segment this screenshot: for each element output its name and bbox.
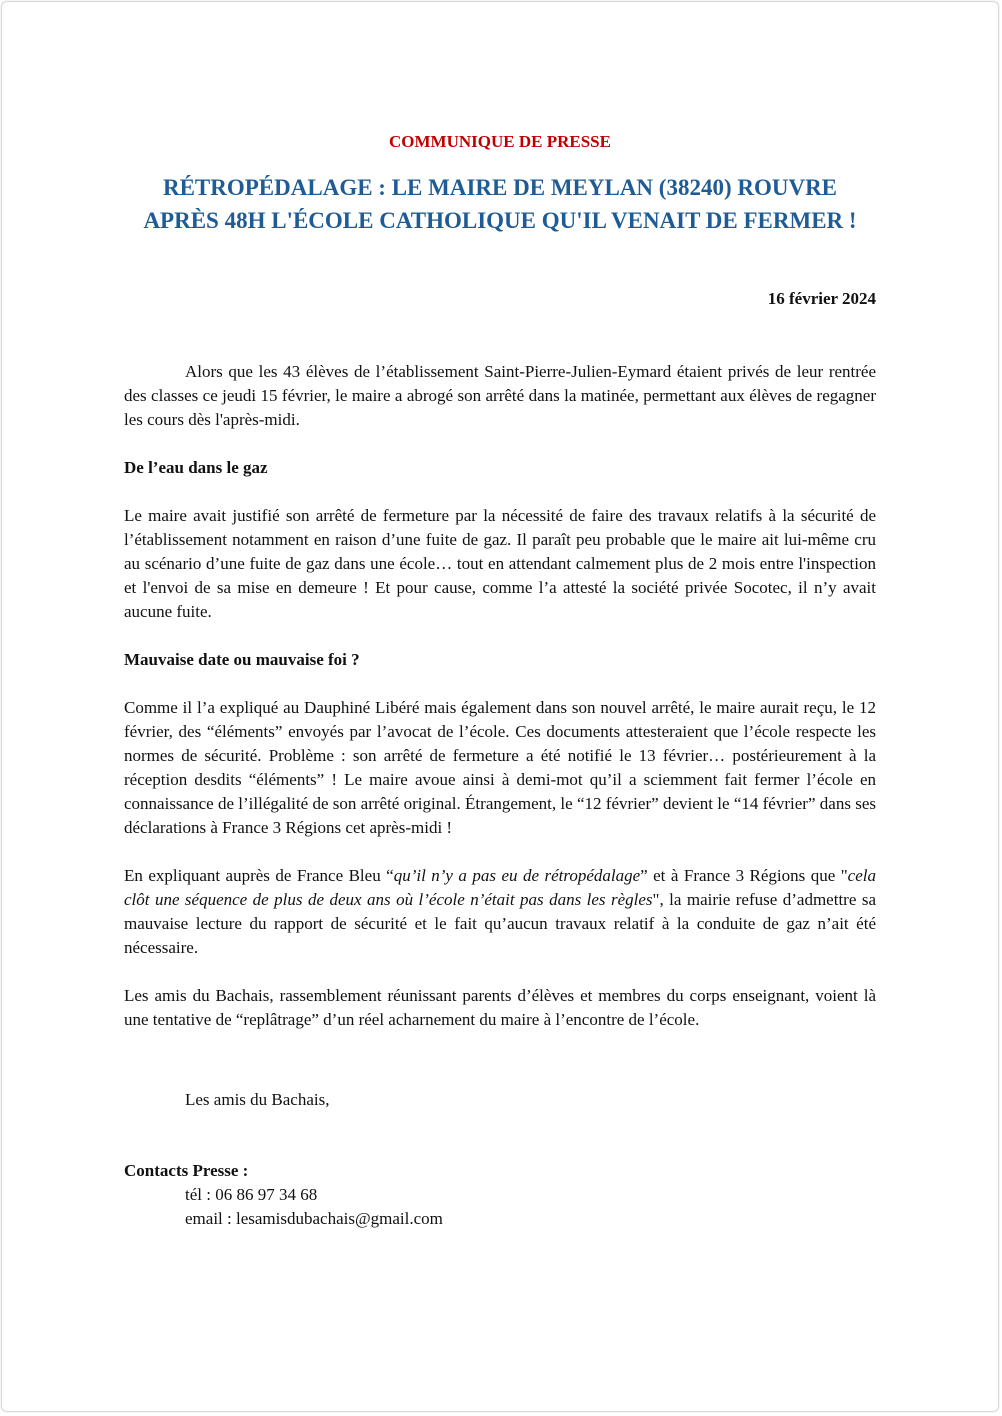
contacts-heading: Contacts Presse :: [124, 1161, 249, 1180]
lead-paragraph: Alors que les 43 élèves de l’établissement Saint-Pierre-Julien-Eymard étaient privés de leur rentrée des classes ce jeudi 15 février, le maire a abrogé son arrêté dans la matinée, permettant aux élèves de regagner les cours dès l'après-midi.: [124, 362, 876, 429]
quote-france-bleu: qu’il n’y a pas eu de rétropédalage: [393, 866, 641, 885]
section-2-paragraph-3: Les amis du Bachais, rassemblement réunissant parents d’élèves et membres du corps enseignant, voient là une tentative de “replâtrage” d’un réel acharnement du maire à l’encontre de l’école.: [124, 986, 876, 1029]
press-release-label: COMMUNIQUE DE PRESSE: [389, 132, 611, 151]
release-date: 16 février 2024: [767, 289, 876, 308]
section-heading-2: Mauvaise date ou mauvaise foi ?: [124, 650, 360, 669]
section-2-paragraph-2: [124, 864, 876, 960]
headline: [124, 171, 876, 237]
section-2-paragraph-1: Comme il l’a expliqué au Dauphiné Libéré mais également dans son nouvel arrêté, le maire aurait reçu, le 12 février, des “éléments” envoyés par l’avocat de l’école. Ces documents attesteraient que l’école respecte les normes de sécurité. Problème : son arrêté de fermeture a été notifié le 13 février… postérieurement à la réception desdits “éléments” ! Le maire avoue ainsi à demi-mot qu’il a sciemment fait fermer l’école en connaissance de l’illégalité de son arrêté original. Étrangement, le “12 février” devient le “14 février” dans ses déclarations à France 3 Régions cet après-midi !: [124, 698, 876, 837]
quote-france-3: cela clôt une séquence de plus de deux ans où l’école n’était pas dans les règles: [124, 866, 876, 909]
headline-line-2: APRÈS 48H L'ÉCOLE CATHOLIQUE QU'IL VENAIT DE FERMER !: [143, 208, 857, 233]
paragraph-text-part: ” et à France 3 Régions que ": [640, 866, 848, 885]
contact-email: email : lesamisdubachais@gmail.com: [185, 1209, 443, 1228]
paragraph-text-part: ", la mairie refuse d’admettre sa mauvaise lecture du rapport de sécurité et le fait qu’aucun travaux relatif à la conduite de gaz n’ait été nécessaire.: [124, 890, 876, 957]
section-1-paragraph: Le maire avait justifié son arrêté de fermeture par la nécessité de faire des travaux relatifs à la sécurité de l’établissement notamment en raison d’une fuite de gaz. Il paraît peu probable que le maire ait lui-même cru au scénario d’une fuite de gaz dans une école… tout en attendant calmement plus de 2 mois entre l'inspection et l'envoi de sa mise en demeure ! Et pour cause, comme l’a attesté la société privée Socotec, il n’y avait aucune fuite.: [124, 506, 876, 621]
document-page: [1, 1, 999, 1412]
contact-phone: tél : 06 86 97 34 68: [185, 1185, 318, 1204]
document-content: [124, 130, 876, 1231]
headline-line-1: RÉTROPÉDALAGE : LE MAIRE DE MEYLAN (38240) ROUVRE: [162, 175, 838, 200]
signature: Les amis du Bachais,: [185, 1090, 330, 1109]
paragraph-text-part: En expliquant auprès de France Bleu “: [124, 866, 394, 885]
section-heading-1: De l’eau dans le gaz: [124, 458, 268, 477]
